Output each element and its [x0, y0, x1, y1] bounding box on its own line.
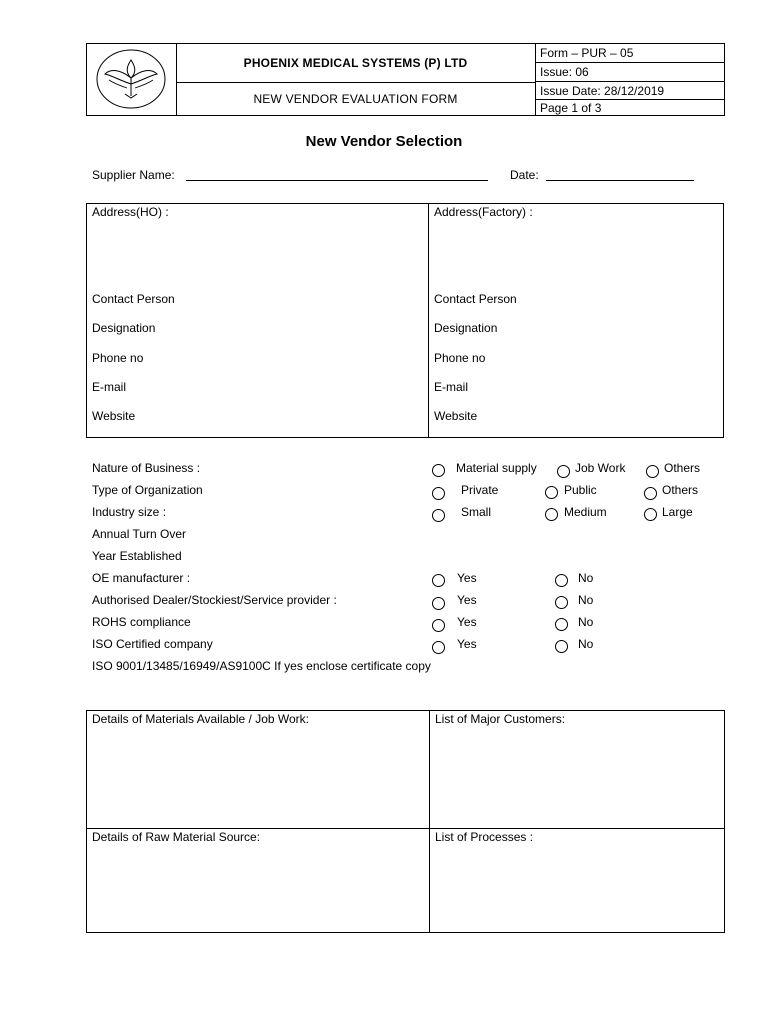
- radio-dealer-no[interactable]: [555, 596, 568, 609]
- option-label: Yes: [457, 637, 477, 651]
- phoenix-logo-icon: [87, 44, 176, 115]
- factory-designation: Designation: [434, 321, 498, 335]
- factory-website: Website: [434, 409, 478, 423]
- radio-dealer-yes[interactable]: [432, 597, 445, 610]
- address-ho-label: Address(HO) :: [92, 205, 169, 219]
- processes-label: List of Processes :: [435, 830, 534, 844]
- option-label: Yes: [457, 571, 477, 585]
- radio-material-supply[interactable]: [432, 464, 445, 477]
- radio-iso-yes[interactable]: [432, 641, 445, 654]
- radio-oe-yes[interactable]: [432, 574, 445, 587]
- issue-date: Issue Date: 28/12/2019: [536, 82, 724, 100]
- radio-public[interactable]: [545, 486, 558, 499]
- radio-rohs-yes[interactable]: [432, 619, 445, 632]
- date-field[interactable]: [546, 180, 694, 181]
- question-label: Annual Turn Over: [92, 527, 187, 541]
- radio-large[interactable]: [644, 508, 657, 521]
- option-label: Yes: [457, 593, 477, 607]
- ho-email: E-mail: [92, 380, 127, 394]
- option-label: No: [578, 615, 594, 629]
- radio-job-work[interactable]: [557, 465, 570, 478]
- form-title: NEW VENDOR EVALUATION FORM: [176, 82, 536, 115]
- radio-small[interactable]: [432, 509, 445, 522]
- form-number: Form – PUR – 05: [536, 44, 724, 63]
- logo-cell: [87, 44, 177, 115]
- question-label: Year Established: [92, 549, 182, 563]
- issue-number: Issue: 06: [536, 63, 724, 82]
- factory-phone: Phone no: [434, 351, 486, 365]
- raw-source-label: Details of Raw Material Source:: [92, 830, 261, 844]
- factory-contact-person: Contact Person: [434, 292, 517, 306]
- supplier-name-field[interactable]: [186, 180, 488, 181]
- option-label: No: [578, 637, 594, 651]
- question-label: ROHS compliance: [92, 615, 191, 629]
- radio-iso-no[interactable]: [555, 640, 568, 653]
- radio-medium[interactable]: [545, 508, 558, 521]
- option-label: Job Work: [575, 461, 626, 475]
- factory-email: E-mail: [434, 380, 469, 394]
- address-factory-label: Address(Factory) :: [434, 205, 533, 219]
- radio-org-others[interactable]: [644, 487, 657, 500]
- form-header: [86, 43, 725, 116]
- option-label: Private: [461, 483, 499, 497]
- customers-label: List of Major Customers:: [435, 712, 566, 726]
- details-divider-horizontal: [86, 828, 725, 829]
- option-label: Small: [461, 505, 492, 519]
- option-label: Others: [662, 483, 699, 497]
- option-label: No: [578, 571, 594, 585]
- option-label: No: [578, 593, 594, 607]
- address-divider: [428, 203, 429, 438]
- option-label: Large: [662, 505, 693, 519]
- question-label: Industry size :: [92, 505, 167, 519]
- details-box: [86, 710, 725, 933]
- question-label: Type of Organization: [92, 483, 203, 497]
- radio-private[interactable]: [432, 487, 445, 500]
- radio-oe-no[interactable]: [555, 574, 568, 587]
- question-label: Nature of Business :: [92, 461, 201, 475]
- radio-rohs-no[interactable]: [555, 618, 568, 631]
- ho-phone: Phone no: [92, 351, 144, 365]
- page-number: Page 1 of 3: [540, 101, 602, 115]
- ho-contact-person: Contact Person: [92, 292, 175, 306]
- materials-label: Details of Materials Available / Job Work:: [92, 712, 309, 726]
- ho-designation: Designation: [92, 321, 156, 335]
- address-box: [86, 203, 724, 438]
- question-label: Authorised Dealer/Stockiest/Service provider :: [92, 593, 337, 607]
- option-label: Medium: [564, 505, 607, 519]
- supplier-name-label: Supplier Name:: [92, 168, 175, 182]
- option-label: Public: [564, 483, 597, 497]
- ho-website: Website: [92, 409, 136, 423]
- option-label: Material supply: [456, 461, 537, 475]
- option-label: Others: [664, 461, 701, 475]
- iso-note: ISO 9001/13485/16949/AS9100C If yes enclose certificate copy: [92, 659, 431, 673]
- details-divider-vertical: [429, 710, 430, 933]
- page-title: New Vendor Selection: [305, 133, 463, 150]
- date-label: Date:: [510, 168, 539, 182]
- company-name: PHOENIX MEDICAL SYSTEMS (P) LTD: [176, 44, 536, 83]
- question-label: ISO Certified company: [92, 637, 213, 651]
- question-label: OE manufacturer :: [92, 571, 191, 585]
- radio-business-others[interactable]: [646, 465, 659, 478]
- option-label: Yes: [457, 615, 477, 629]
